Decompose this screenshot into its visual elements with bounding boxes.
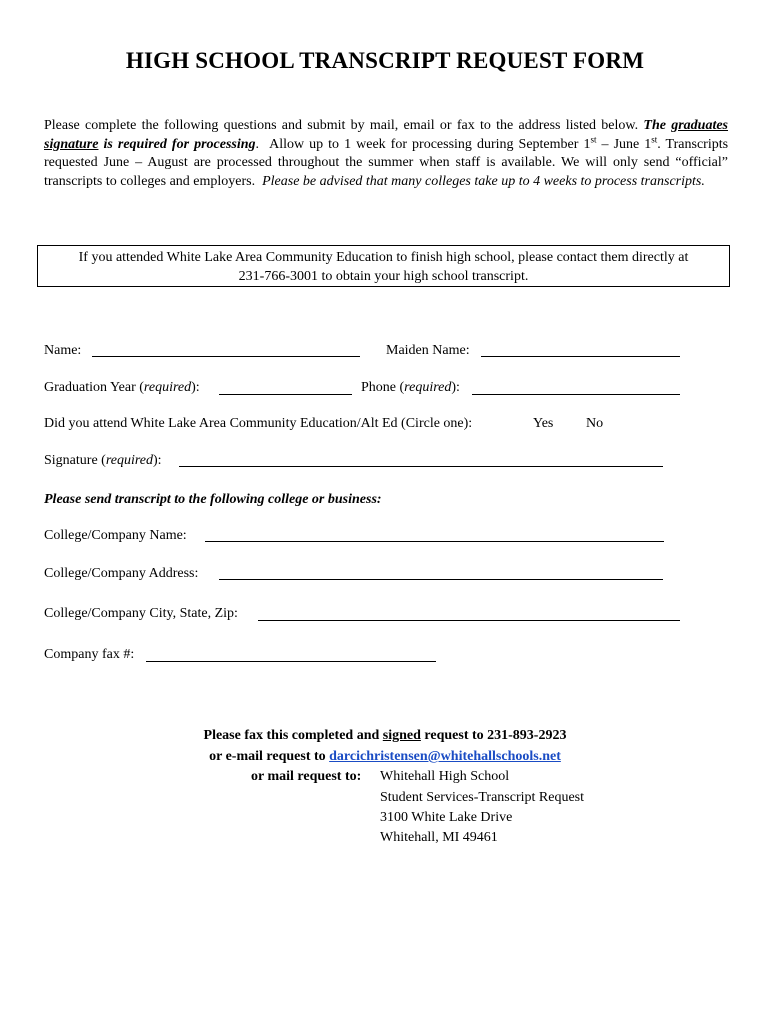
mail-label: or mail request to:	[251, 769, 362, 784]
signature-field[interactable]	[179, 466, 663, 467]
intro-dash: –	[601, 136, 609, 152]
notice-line-1: If you attended White Lake Area Community Education to finish high school, please contact them directly at	[78, 250, 689, 265]
address-line-3: 3100 White Lake Drive	[380, 810, 513, 825]
name-field[interactable]	[92, 356, 360, 357]
intro-text-5: . Transcripts requested June – August are processed throughout the summer when staff is available. We will only send “official” transcripts to colleges and employers.	[44, 136, 729, 189]
intro-required: is required for processing	[103, 136, 256, 152]
college-name-label: College/Company Name:	[44, 528, 187, 543]
signature-label: Signature (required):	[44, 453, 162, 468]
intro-graduates: graduates	[671, 118, 729, 133]
name-label: Name:	[44, 343, 82, 358]
graduation-year-field[interactable]	[219, 394, 352, 395]
no-option[interactable]: No	[586, 416, 604, 431]
college-city-field[interactable]	[258, 620, 680, 621]
college-address-label: College/Company Address:	[44, 566, 199, 581]
form-title: HIGH SCHOOL TRANSCRIPT REQUEST FORM	[125, 48, 645, 73]
address-line-4: Whitehall, MI 49461	[380, 830, 498, 845]
attend-question: Did you attend White Lake Area Community Education/Alt Ed (Circle one):	[44, 416, 473, 431]
fax-instructions: Please fax this completed and signed request to 231-893-2923	[203, 728, 567, 743]
graduation-year-label: Graduation Year (required):	[44, 380, 200, 395]
yes-option[interactable]: Yes	[533, 416, 554, 431]
college-address-field[interactable]	[219, 579, 663, 580]
intro-text-3: Allow up to 1 week for processing during September 1	[269, 136, 591, 152]
phone-label: Phone (required):	[361, 380, 460, 395]
notice-line-2: 231-766-3001 to obtain your high school transcript.	[238, 268, 529, 284]
company-fax-field[interactable]	[146, 661, 436, 662]
intro-the: The	[643, 118, 666, 133]
white-lake-notice-box	[37, 245, 730, 287]
intro-text-1: Please complete the following questions and submit by mail, email or fax to the address listed below.	[44, 118, 639, 133]
college-name-field[interactable]	[205, 541, 664, 542]
company-fax-label: Company fax #:	[44, 647, 135, 662]
intro-sup-1: st	[590, 133, 597, 144]
maiden-name-field[interactable]	[481, 356, 680, 357]
college-city-label: College/Company City, State, Zip:	[44, 606, 238, 621]
intro-text-4: June 1	[613, 136, 652, 152]
email-link[interactable]: darcichristensen@whitehallschools.net	[329, 749, 561, 764]
intro-advisory: Please be advised that many colleges take up to 4 weeks to process transcripts.	[262, 173, 705, 189]
send-to-heading: Please send transcript to the following college or business:	[44, 492, 382, 507]
intro-signature: signature	[44, 136, 99, 152]
intro-sup-2: st	[651, 133, 658, 144]
intro-period: .	[255, 136, 260, 152]
intro-paragraph	[44, 117, 728, 191]
address-line-1: Whitehall High School	[380, 769, 510, 784]
maiden-name-label: Maiden Name:	[386, 343, 470, 358]
email-instructions: or e-mail request to darcichristensen@whitehallschools.net	[209, 749, 561, 764]
address-line-2: Student Services-Transcript Request	[380, 790, 585, 805]
phone-field[interactable]	[472, 394, 680, 395]
